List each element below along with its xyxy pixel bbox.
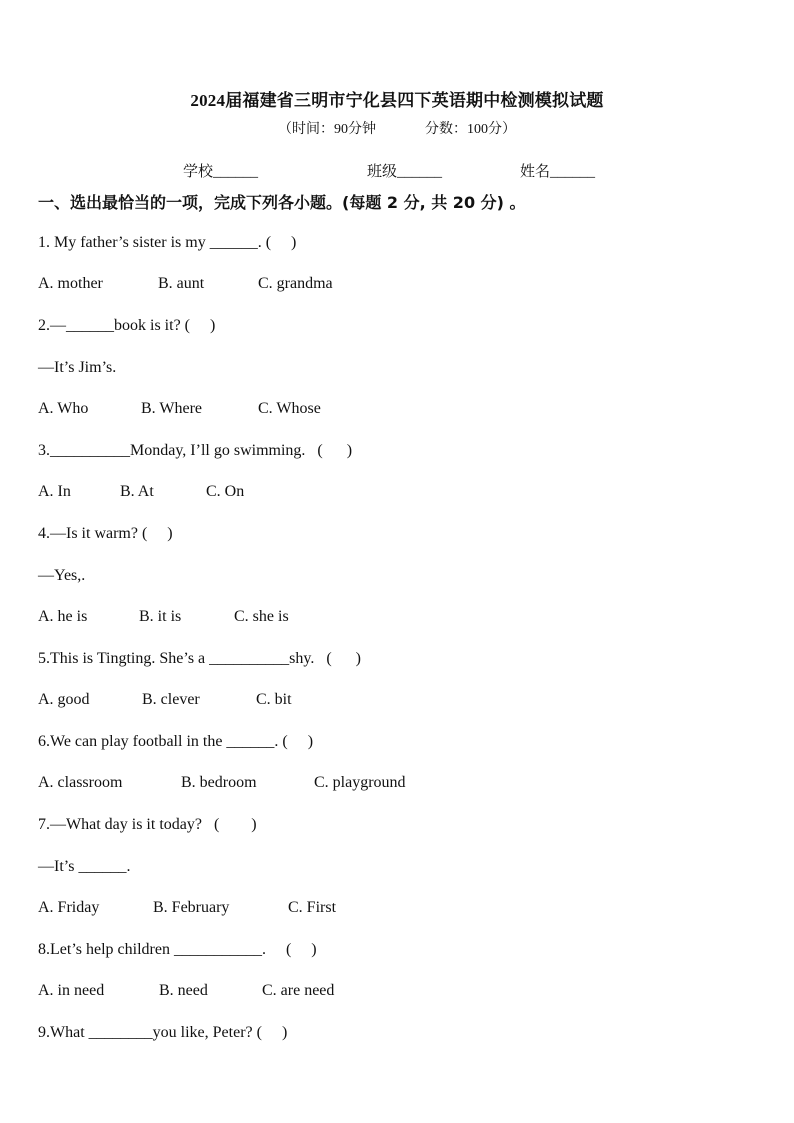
question-5-stem: 5.This is Tingting. She’s a __________shy. ( )	[38, 650, 361, 667]
question-5-option-a: A. good	[38, 691, 90, 708]
question-6-option-a: A. classroom	[38, 774, 123, 791]
question-2-option-a: A. Who	[38, 400, 89, 417]
question-4-option-c: C. she is	[234, 608, 289, 625]
question-2-option-c: C. Whose	[258, 400, 321, 417]
name-field: 姓名______	[520, 164, 596, 180]
question-2-option-b: B. Where	[141, 400, 203, 417]
question-6-option-c: C. playground	[314, 774, 406, 791]
question-3-option-c: C. On	[206, 483, 245, 500]
question-1-option-b: B. aunt	[158, 275, 205, 292]
question-1-stem: 1. My father’s sister is my ______. ( )	[38, 234, 297, 251]
question-7-stem: 7.—What day is it today? ( )	[38, 816, 257, 833]
exam-subtitle: （时间：90分钟 分数：100分）	[278, 122, 516, 137]
question-7-option-c: C. First	[288, 899, 337, 916]
question-7-option-a: A. Friday	[38, 899, 100, 916]
exam-title: 2024届福建省三明市宁化县四下英语期中检测模拟试题	[190, 91, 604, 110]
question-3-option-b: B. At	[120, 483, 154, 500]
question-5-option-b: B. clever	[142, 691, 200, 708]
school-field: 学校______	[183, 164, 259, 180]
question-6-stem: 6.We can play football in the ______. ( )	[38, 733, 314, 750]
question-8-stem: 8.Let’s help children ___________. ( )	[38, 941, 317, 958]
question-7-option-b: B. February	[153, 899, 230, 916]
question-3-stem: 3.__________Monday, I’ll go swimming. ( )	[38, 442, 353, 459]
question-8-option-b: B. need	[159, 982, 208, 999]
question-5-option-c: C. bit	[256, 691, 292, 708]
question-2-stem: 2.—______book is it? ( )	[38, 317, 216, 334]
question-4-stem: 4.—Is it warm? ( )	[38, 525, 173, 542]
question-8-option-a: A. in need	[38, 982, 105, 999]
question-7-reply: —It’s ______.	[38, 858, 131, 875]
question-8-option-c: C. are need	[262, 982, 335, 999]
question-1-option-a: A. mother	[38, 275, 103, 292]
question-9-stem: 9.What ________you like, Peter? ( )	[38, 1024, 288, 1041]
section-heading: 一、选出最恰当的一项，完成下列各小题。(每题 2 分, 共 20 分) 。	[38, 193, 526, 212]
question-1-option-c: C. grandma	[258, 275, 333, 292]
question-4-option-b: B. it is	[139, 608, 182, 625]
question-6-option-b: B. bedroom	[181, 774, 257, 791]
class-field: 班级______	[367, 164, 443, 180]
question-4-reply: —Yes,.	[38, 567, 86, 584]
question-2-reply: —It’s Jim’s.	[38, 359, 117, 376]
question-4-option-a: A. he is	[38, 608, 88, 625]
question-3-option-a: A. In	[38, 483, 71, 500]
